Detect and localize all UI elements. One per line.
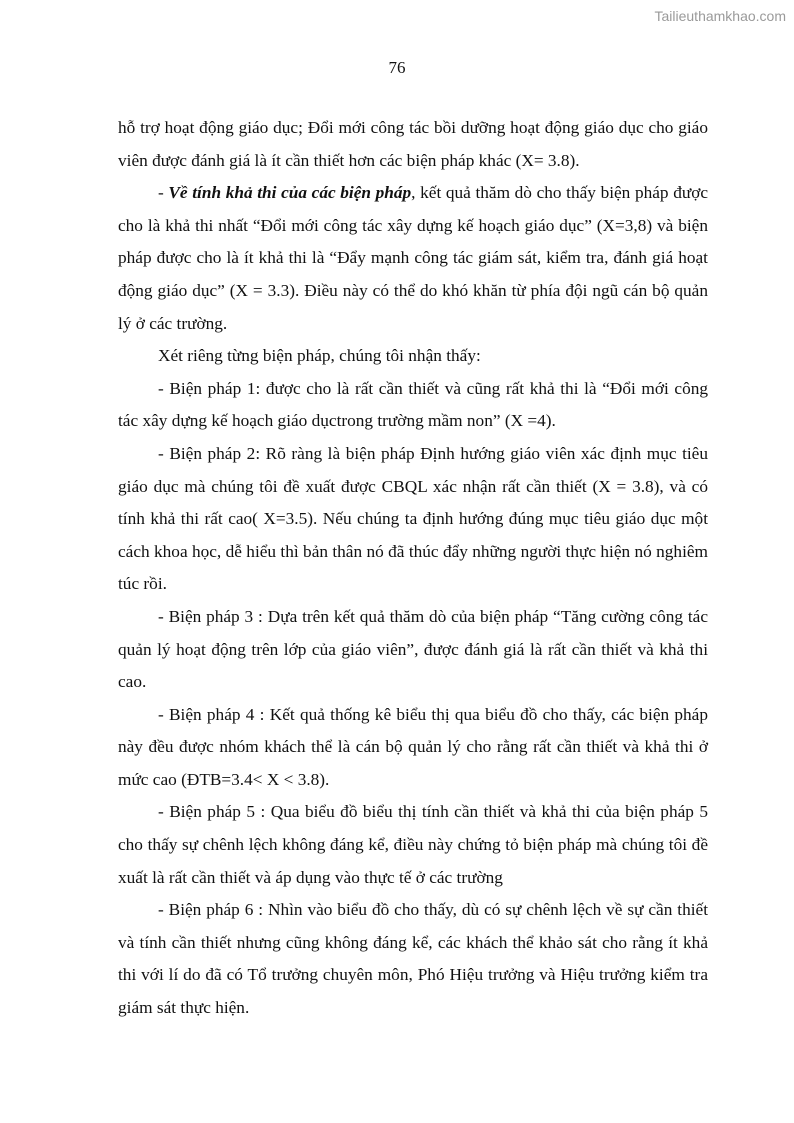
paragraph-measure-4: - Biện pháp 4 : Kết quả thống kê biểu thị qua biểu đồ cho thấy, các biện pháp này đều được nhóm khách thể là cán bộ quản lý cho rằng rất cần thiết và khả thi ở mức cao (ĐTB=3.4< X < 3.8). <box>118 704 708 789</box>
paragraph-intro: Xét riêng từng biện pháp, chúng tôi nhận thấy: <box>158 346 481 366</box>
paragraph-feasibility <box>118 177 708 340</box>
paragraph-measure-3: - Biện pháp 3 : Dựa trên kết quả thăm dò của biện pháp “Tăng cường công tác quản lý hoạt động trên lớp của giáo viên”, được đánh giá là rất cần thiết và khả thi cao. <box>118 606 708 692</box>
page-number: 76 <box>388 58 406 77</box>
paragraph-measure-2: - Biện pháp 2: Rõ ràng là biện pháp Định hướng giáo viên xác định mục tiêu giáo dục mà chúng tôi đề xuất được CBQL xác nhận rất cần thiết (X = 3.8), và có tính khả thi rất cao( X=3.5). Nếu chúng ta định hướng đúng mục tiêu giáo dục một cách khoa học, dễ hiểu thì bản thân nó đã thúc đẩy những người thực hiện nó nghiêm túc rồi. <box>118 443 708 594</box>
paragraph-measure-1: - Biện pháp 1: được cho là rất cần thiết và cũng rất khả thi là “Đổi mới công tác xây dựng kế hoạch giáo dụctrong trường mầm non” (X =4). <box>118 378 708 431</box>
paragraph-continuation: hỗ trợ hoạt động giáo dục; Đổi mới công tác bồi dưỡng hoạt động giáo dục cho giáo viên được đánh giá là ít cần thiết hơn các biện pháp khác (X= 3.8). <box>118 118 708 170</box>
document-body <box>118 112 708 1025</box>
feasibility-heading: Về tính khả thi của các biện pháp <box>168 183 412 203</box>
bullet-dash: - <box>158 183 169 203</box>
paragraph-measure-5: - Biện pháp 5 : Qua biểu đồ biểu thị tính cần thiết và khả thi của biện pháp 5 cho thấy sự chênh lệch không đáng kể, điều này chứng tỏ biện pháp mà chúng tôi đề xuất là rất cần thiết và áp dụng vào thực tế ở các trường <box>118 802 708 887</box>
feasibility-text: , kết quả thăm dò cho thấy biện pháp được cho là khả thi nhất “Đổi mới công tác xây dựng kế hoạch giáo dục” (X=3,8) và biện pháp được cho là ít khả thi là “Đẩy mạnh công tác giám sát, kiểm tra, đánh giá hoạt động giáo dục” (X = 3.3). Điều này có thể do khó khăn từ phía đội ngũ cán bộ quản lý ở các trường. <box>118 183 709 333</box>
watermark-text: Tailieuthamkhao.com <box>654 8 786 24</box>
paragraph-measure-6: - Biện pháp 6 : Nhìn vào biểu đồ cho thấy, dù có sự chênh lệch về sự cần thiết và tính cần thiết nhưng cũng không đáng kể, các khách thể khảo sát cho rằng ít khả thi với lí do đã có Tổ trưởng chuyên môn, Phó Hiệu trưởng và Hiệu trưởng kiểm tra giám sát thực hiện. <box>118 900 708 1018</box>
